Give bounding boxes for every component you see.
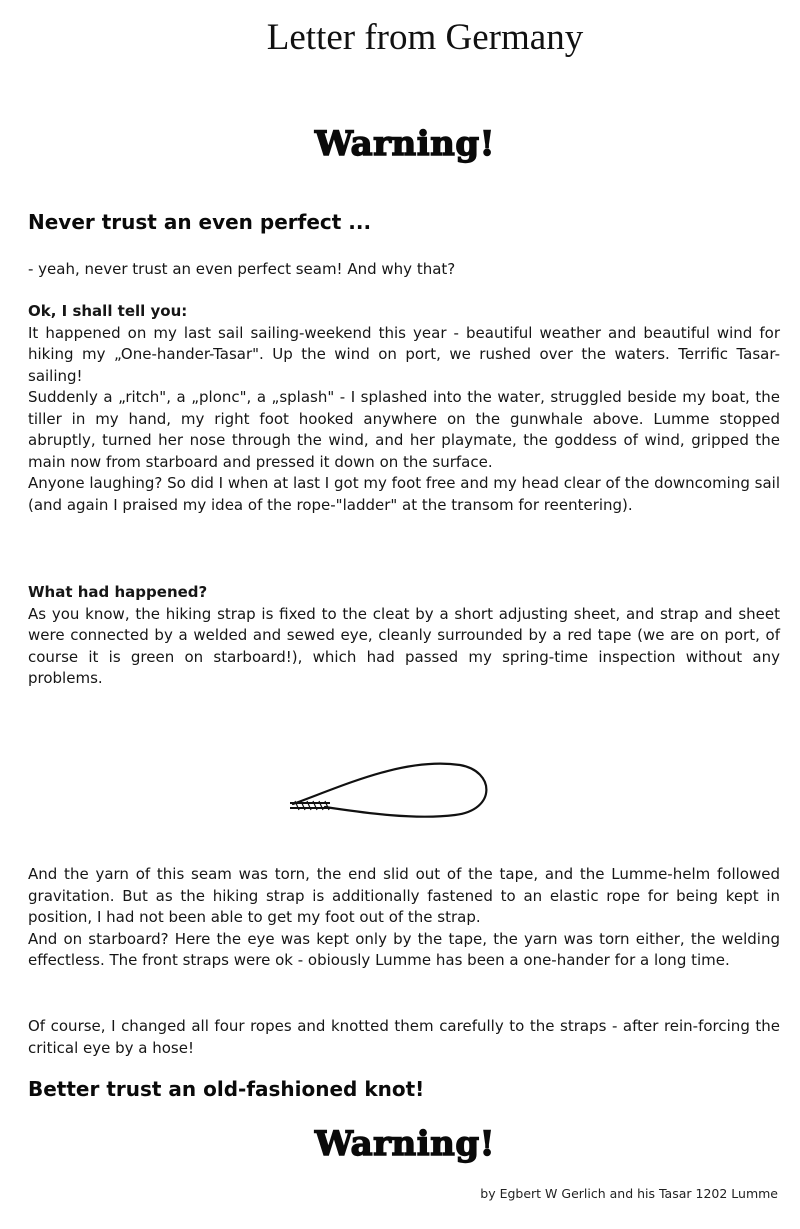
intro-text	[28, 259, 780, 281]
eye-loop-sketch	[285, 755, 495, 825]
what-happened-subheading: What had happened?	[28, 583, 208, 601]
story-section	[28, 301, 780, 516]
page-title: Letter from Germany	[266, 17, 584, 58]
story-paragraph-1: It happened on my last sail sailing-weekend this year - beautiful weather and beautiful wind for hiking my „One-hander-Tasar". Up the wind on port, we rushed over the waters. Terrific Tasar-sailing!	[28, 323, 780, 385]
fix-section	[28, 1016, 780, 1059]
fix-paragraph: Of course, I changed all four ropes and knotted them carefully to the straps - after rein-forcing the critical eye by a hose!	[28, 1017, 780, 1057]
what-happened-paragraph: As you know, the hiking strap is fixed to the cleat by a short adjusting sheet, and strap and sheet were connected by a welded and sewed eye, cleanly surrounded by a red tape (we are on port, of course it is green on starboard!), which had passed my spring-time inspection without any problems.	[28, 604, 780, 687]
warning-heading-top: Warning!	[314, 124, 496, 164]
what-happened-section	[28, 582, 780, 690]
aftermath-paragraph-2: And on starboard? Here the eye was kept only by the tape, the yarn was torn either, the welding effectless. The front straps were ok - obiously Lumme has been a one-hander for a long time.	[28, 929, 780, 969]
story-subheading: Ok, I shall tell you:	[28, 302, 188, 320]
aftermath-section	[28, 864, 780, 972]
warning-heading-bottom: Warning!	[314, 1124, 496, 1164]
aftermath-paragraph-1: And the yarn of this seam was torn, the end slid out of the tape, and the Lumme-helm followed gravitation. But as the hiking strap is additionally fastened to an elastic rope for being kept in position, I had not been able to get my foot out of the strap.	[28, 865, 780, 926]
story-paragraph-2: Suddenly a „ritch", a „plonc", a „splash" - I splashed into the water, struggled beside my boat, the tiller in my hand, my right foot hooked anywhere on the gunwhale above. Lumme stopped abruptly, turned her nose through the wind, and her playmate, the goddess of wind, gripped the main now from starboard and pressed it down on the surface.	[28, 388, 780, 471]
section-heading-better-trust: Better trust an old-fashioned knot!	[28, 1077, 425, 1101]
intro-line: - yeah, never trust an even perfect seam! And why that?	[28, 260, 456, 278]
author-byline: by Egbert W Gerlich and his Tasar 1202 Lumme	[480, 1186, 778, 1201]
section-heading-never-trust: Never trust an even perfect ...	[28, 210, 372, 234]
story-paragraph-3: Anyone laughing? So did I when at last I got my foot free and my head clear of the downcoming sail (and again I praised my idea of the rope-"ladder" at the transom for reentering).	[28, 474, 780, 514]
